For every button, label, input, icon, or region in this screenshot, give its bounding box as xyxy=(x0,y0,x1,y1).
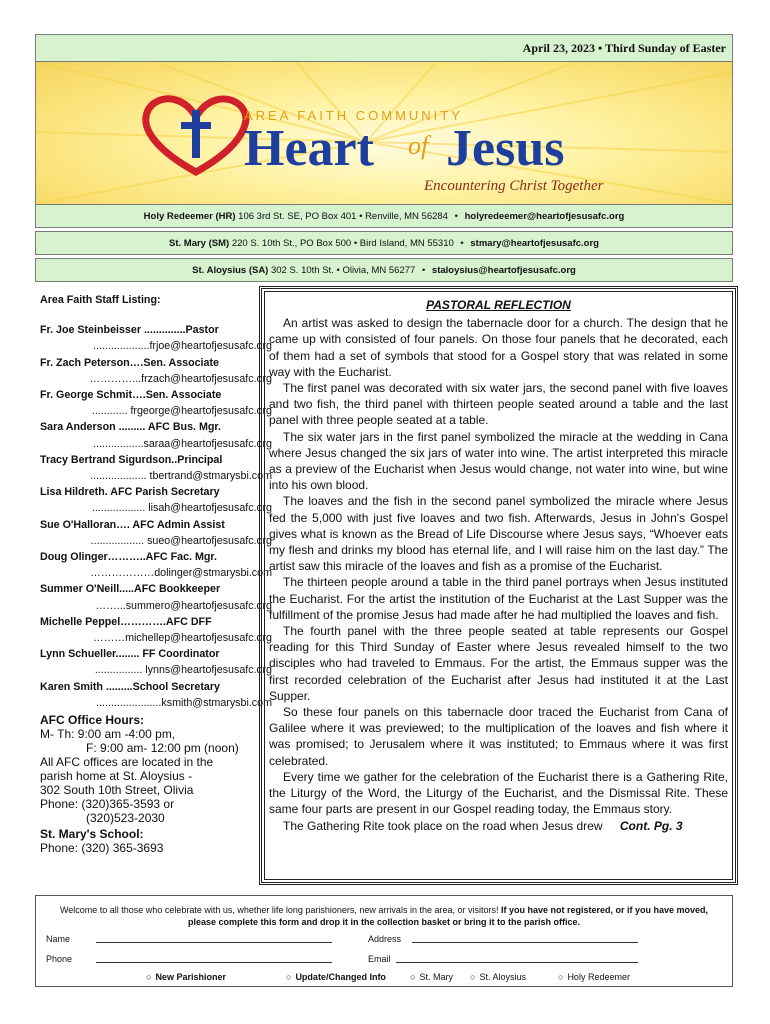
office-note: All AFC offices are located in the xyxy=(40,755,214,770)
staff-email[interactable]: ………michellep@heartofjesusafc.org xyxy=(93,632,272,645)
radio-circle-icon[interactable]: ○ xyxy=(146,972,152,982)
staff-heading: Area Faith Staff Listing: xyxy=(40,294,161,306)
welcome-text: Welcome to all those who celebrate with us, whether life long parishioners, new arrivals in the area, or visitors! xyxy=(59,905,499,915)
staff-name: Fr. Zach Peterson….Sen. Associate xyxy=(40,356,219,369)
issue-date: April 23, 2023 • Third Sunday of Easter xyxy=(522,41,726,55)
reflection-paragraph: The thirteen people around a table in the third panel portrays when Jesus instituted the Eucharist. For the artist the institution of the Eucharist at the Last Supper was the fulfillment of the promise Jesus had made after he had multiplied the loaves and fish. xyxy=(269,575,728,622)
reflection-paragraph: So these four panels on this tabernacle door traced the Eucharist from Cana of Galilee where it was previewed; to the multiplication of the loaves and fish where it was promised; to Jerusalem where it was instituted; to Emmaus where it was first celebrated. xyxy=(269,705,728,768)
staff-name: Sue O'Halloran…. AFC Admin Assist xyxy=(40,518,225,531)
parish-address: 302 S. 10th St. • Olivia, MN 56277 xyxy=(270,265,416,276)
office-phone: (320)523-2030 xyxy=(86,811,165,826)
form-row-phone-email xyxy=(46,952,722,968)
radio-circle-icon[interactable]: ○ xyxy=(558,972,564,982)
community-label: AREA FAITH COMMUNITY xyxy=(244,108,463,123)
office-hours-line: M- Th: 9:00 am -4:00 pm, xyxy=(40,727,176,742)
phone-label: Phone xyxy=(46,954,73,964)
staff-email[interactable]: ...................frjoe@heartofjesusafc.org xyxy=(93,340,272,353)
reflection-body xyxy=(269,315,728,817)
reflection-paragraph: The fourth panel with the three people seated at table represents our Gospel reading for this Third Sunday of Easter where Jesus revealed himself to the two disciples who had traveled to Emmaus. For the artist, the Emmaus supper was the first recorded celebration of the Eucharist after Jesus had instituted it at the Last Supper. xyxy=(269,624,728,703)
phone-field[interactable] xyxy=(96,952,332,963)
staff-listing xyxy=(40,292,272,855)
staff-email[interactable]: .................saraa@heartofjesusafc.org xyxy=(93,437,272,450)
parish-name: Holy Redeemer (HR) xyxy=(143,211,236,222)
pastoral-reflection xyxy=(259,286,738,885)
reflection-title: PASTORAL REFLECTION xyxy=(426,298,571,312)
staff-name: Sara Anderson ......... AFC Bus. Mgr. xyxy=(40,421,221,434)
reflection-paragraph: The six water jars in the first panel symbolized the miracle at the wedding in Cana where Jesus changed the six jars of water into wine. The artist interpreted this miracle as a preview of the Eucharist when Jesus would change, not water into wine, but wine into his own blood. xyxy=(269,429,728,493)
staff-name: Karen Smith .........School Secretary xyxy=(40,680,220,693)
radio-circle-icon[interactable]: ○ xyxy=(410,972,416,982)
staff-email[interactable]: ……...summero@heartofjesusafc.org xyxy=(95,599,272,612)
parish-email[interactable]: stmary@heartofjesusafc.org xyxy=(470,238,599,249)
welcome-instruction: If you have not registered, or if you have moved, please complete this form and drop it in the collection basket or bring it to the parish office. xyxy=(187,905,709,927)
form-option-label: St. Mary xyxy=(419,972,453,982)
parish-name: St. Aloysius (SA) xyxy=(192,265,269,276)
parish-address: 106 3rd St. SE, PO Box 401 • Renville, MN 56284 xyxy=(238,211,448,222)
parish-email[interactable]: staloysius@heartofjesusafc.org xyxy=(431,265,576,276)
office-hours-title: AFC Office Hours: xyxy=(40,713,145,728)
staff-name: Michelle Peppel………….AFC DFF xyxy=(40,615,212,628)
form-option[interactable] xyxy=(286,972,386,982)
staff-name: Summer O'Neill.....AFC Bookkeeper xyxy=(40,583,221,596)
continued-link[interactable]: Cont. Pg. 3 xyxy=(619,818,683,833)
radio-circle-icon[interactable]: ○ xyxy=(470,972,476,982)
staff-email[interactable]: .................. lisah@heartofjesusafc.org xyxy=(91,502,272,515)
staff-email[interactable]: ………………dolinger@stmarysbi.com xyxy=(90,567,272,580)
parish-row-holy-redeemer: Holy Redeemer (HR) 106 3rd St. SE, PO Box 401 • Renville, MN 56284 • holyredeemer@heartofjesusafc.org xyxy=(35,204,733,228)
parish-name: St. Mary (SM) xyxy=(169,238,230,249)
title-of: of xyxy=(408,131,429,160)
staff-email[interactable]: .................. sueo@heartofjesusafc.org xyxy=(90,534,272,547)
office-hours-line: F: 9:00 am- 12:00 pm (noon) xyxy=(86,741,239,756)
staff-email[interactable]: ................... tbertrand@stmarysbi.com xyxy=(90,470,272,483)
form-option[interactable] xyxy=(470,972,526,982)
staff-name: Lisa Hildreth. AFC Parish Secretary xyxy=(40,486,220,499)
parish-address: 220 S. 10th St., PO Box 500 • Bird Island, MN 55310 xyxy=(231,238,454,249)
form-option[interactable] xyxy=(146,972,226,982)
staff-name: Fr. Joe Steinbeisser ..............Pastor xyxy=(40,324,219,337)
form-option-label: Update/Changed Info xyxy=(295,972,386,982)
staff-name: Doug Olinger………..AFC Fac. Mgr. xyxy=(40,551,217,564)
parish-email[interactable]: holyredeemer@heartofjesusafc.org xyxy=(464,211,625,222)
reflection-last-text: The Gathering Rite took place on the road when Jesus drew xyxy=(283,818,603,833)
staff-email[interactable]: ................ lynns@heartofjesusafc.org xyxy=(94,664,272,677)
reflection-paragraph: An artist was asked to design the tabernacle door for a church. The design that he came up with consisted of four panels. On those four panels that he decorated, each of them had a set of symbols that stood for a Gospel story that was related in some way with the Eucharist. xyxy=(269,316,728,379)
office-note: parish home at St. Aloysius - xyxy=(40,769,193,784)
form-option[interactable] xyxy=(558,972,630,982)
name-label: Name xyxy=(46,934,71,944)
staff-members xyxy=(40,322,272,711)
form-option[interactable] xyxy=(410,972,453,982)
registration-form xyxy=(35,895,733,987)
staff-name: Fr. George Schmit….Sen. Associate xyxy=(40,389,222,402)
title-jesus: Jesus xyxy=(446,120,565,177)
masthead-art xyxy=(36,62,733,204)
name-field[interactable] xyxy=(96,932,332,943)
reflection-paragraph: The loaves and the fish in the second panel symbolized the miracle where Jesus fed the 5,000 with just five loaves and two fish. Afterwards, Jesus in John's Gospel gives what is known as the Bread of Life Discourse where Jesus says, “Whoever eats my flesh and drinks my blood has eternal life, and I will raise him on the last day.” The artist saw this miracle of the loaves and fish as a promise of the Eucharist. xyxy=(269,494,728,574)
radio-circle-icon[interactable]: ○ xyxy=(286,972,292,982)
parish-row-st-mary: St. Mary (SM) 220 S. 10th St., PO Box 500 • Bird Island, MN 55310 • stmary@heartofjesusafc.org xyxy=(35,231,733,255)
reflection-last-line xyxy=(269,818,728,834)
form-option-label: New Parishioner xyxy=(155,972,226,982)
masthead-banner xyxy=(35,62,733,204)
school-phone: Phone: (320) 365-3693 xyxy=(40,841,164,856)
reflection-paragraph: The first panel was decorated with six water jars, the second panel with five loaves and two fish, the third panel with thirteen people seated around a table and the last panel with three people seated at a table. xyxy=(269,381,728,428)
title-heart: Heart xyxy=(244,120,374,177)
school-title: St. Mary's School: xyxy=(40,827,144,842)
address-field[interactable] xyxy=(412,932,638,943)
welcome-message xyxy=(46,904,722,928)
office-note: 302 South 10th Street, Olivia xyxy=(40,783,194,798)
staff-email[interactable]: …………...frzach@heartofjesusafc.org xyxy=(89,372,272,385)
staff-name: Tracy Bertrand Sigurdson..Principal xyxy=(40,453,223,466)
form-options xyxy=(46,972,722,986)
office-phone: Phone: (320)365-3593 or xyxy=(40,797,175,812)
form-row-name-address xyxy=(46,932,722,948)
staff-email[interactable]: ......................ksmith@stmarysbi.com xyxy=(96,696,272,709)
date-bar xyxy=(35,34,733,62)
form-option-label: Holy Redeemer xyxy=(567,972,630,982)
address-label: Address xyxy=(368,934,402,944)
staff-name: Lynn Schueller........ FF Coordinator xyxy=(40,648,220,661)
reflection-paragraph: Every time we gather for the celebration of the Eucharist there is a Gathering Rite, the Liturgy of the Word, the Liturgy of the Eucharist, and the Dismissal Rite. These same four parts are present in our Gospel reading today, the Emmaus story. xyxy=(269,769,728,817)
tagline: Encountering Christ Together xyxy=(424,178,604,194)
email-label: Email xyxy=(368,954,391,964)
parish-row-st-aloysius: St. Aloysius (SA) 302 S. 10th St. • Olivia, MN 56277 • staloysius@heartofjesusafc.org xyxy=(35,258,733,282)
staff-email[interactable]: ............ frgeorge@heartofjesusafc.org xyxy=(91,405,272,418)
form-option-label: St. Aloysius xyxy=(479,972,526,982)
email-field[interactable] xyxy=(396,952,638,963)
